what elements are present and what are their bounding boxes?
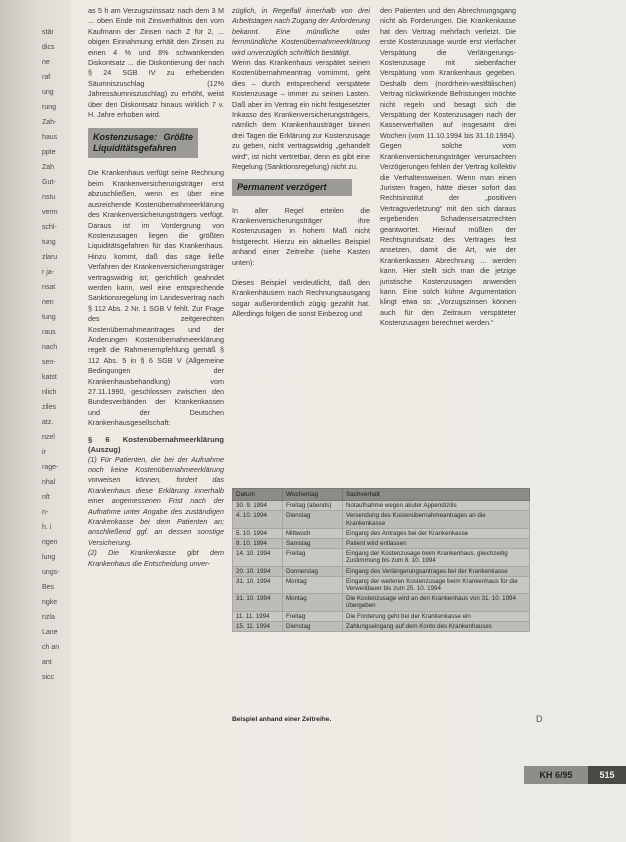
cell-fact: Zahlungseingang auf dem Konto des Krankenhauses — [343, 621, 530, 631]
cell-fact: Eingang der Kostenzusage beim Krankenhaus, gleichzeitig Zustimmung bis zum 8. 10. 1994 — [343, 549, 530, 566]
margin-fragment: raus — [42, 329, 56, 336]
issue-label: KH 6/95 — [524, 766, 588, 784]
cell-date: 5. 10. 1994 — [233, 528, 283, 538]
column-middle-body-3: Dieses Beispiel verdeutlicht, daß den Krankenhäusern nach Rechnungsausgang sogar außerordentlich zügig gezahlt hat. Allerdings folgen die sonst Einbezog und — [232, 277, 370, 319]
margin-fragment: ngke — [42, 599, 58, 606]
margin-fragment: sicc — [42, 674, 55, 681]
margin-fragment: raf — [42, 74, 51, 81]
cell-date: 14. 10. 1994 — [233, 549, 283, 566]
cell-date: 20. 10. 1994 — [233, 566, 283, 576]
column-right — [380, 6, 516, 329]
margin-fragment: zlaru — [42, 254, 58, 261]
table-row — [233, 611, 530, 621]
margin-fragment: ungs- — [42, 569, 60, 576]
table-header-weekday: Wochentag — [283, 489, 343, 501]
table-caption: Beispiel anhand einer Zeitreihe. — [232, 716, 332, 723]
margin-fragment: ung — [42, 89, 54, 96]
cell-weekday: Freitag — [283, 549, 343, 566]
page-footer — [524, 766, 626, 784]
law-item-1: (1) Für Patienten, die bei der Aufnahme noch keine Kostenübernahmeerklärung vorweisen können, fordert das Krankenhaus diese Erklärung innerhalb einer angemessenen Frist nach der Aufnahme unter Angabe des zuständigen Krankenkasse bei dem Patienten an; anschließend ggf. an dessen sonstige Versicherung. — [88, 454, 224, 547]
margin-fragment: ppte — [42, 149, 56, 156]
cell-fact: Notaufnahme wegen akuter Appendizitis — [343, 501, 530, 511]
cell-weekday: Dienstag — [283, 511, 343, 528]
cell-date: 4. 10. 1994 — [233, 511, 283, 528]
margin-fragment: haus — [42, 134, 58, 141]
cell-weekday: Dienstag — [283, 621, 343, 631]
cell-fact: Die Kostenzusage wird an den Krankenhaus von 31. 10. 1994 übergeben — [343, 594, 530, 611]
margin-fragment: nsat — [42, 284, 56, 291]
table-row — [233, 549, 530, 566]
table-row — [233, 511, 530, 528]
margin-fragment: lung — [42, 554, 56, 561]
margin-fragment: ir — [42, 449, 46, 456]
column-left-intro: as 5 h am Verzugszinssatz nach dem 3 M ... oben Ende mit Zinsverhältnis den vom Kaufmann der Zinsen nach Z für 2, ... obigen Einnahmung erhält den Zinsen zu einen 4 % und 8% schwankenden Diskontsatz ... die Diskontierung der nach § 24 SGB IV zu erhebenden Säumniszuschlag (12% Jahressäumniszuschlag) zu erhöht, weist über den Diskontsatz hinaus wirklich 7 v. H. Jahre erhoben wird. — [88, 6, 224, 120]
margin-fragment: h. i — [42, 524, 52, 531]
cell-weekday: Freitag — [283, 611, 343, 621]
cell-fact: Eingang des Antrages bei der Krankenkasse — [343, 528, 530, 538]
margin-fragment: ch an — [42, 644, 60, 651]
column-middle — [232, 6, 370, 320]
margin-fragment: rung — [42, 104, 57, 111]
cell-fact: Eingang des Verlängerungsantrages bei der Krankenkasse — [343, 566, 530, 576]
margin-fragment: nstu — [42, 194, 56, 201]
cell-date: 31. 10. 1994 — [233, 594, 283, 611]
margin-fragment: Zah- — [42, 119, 57, 126]
table-row — [233, 576, 530, 593]
margin-fragment: atz. — [42, 419, 54, 426]
margin-fragment: nhal — [42, 479, 56, 486]
timeline-table — [232, 488, 530, 632]
cell-date: 11. 11. 1994 — [233, 611, 283, 621]
margin-fragment: ngen — [42, 539, 58, 546]
margin-fragment: ziles — [42, 404, 57, 411]
margin-fragment: Gut- — [42, 179, 56, 186]
margin-fragment: nlich — [42, 389, 57, 396]
table-row — [233, 621, 530, 631]
margin-fragment: dics — [42, 44, 55, 51]
column-middle-intro: züglich, in Regelfall innerhalb von drei Arbeitstagen nach Zugang der Anforderung bekannt. Eine mündliche oder fernmündliche Kostenübernahmeerklärung wird unverzüglich schriftlich bestätigt. — [232, 6, 370, 57]
previous-page-margin — [0, 0, 70, 842]
table-row — [233, 539, 530, 549]
cell-weekday: Montag — [283, 594, 343, 611]
margin-fragment: nzel — [42, 434, 55, 441]
cell-date: 15. 11. 1994 — [233, 621, 283, 631]
cell-date: 30. 9. 1994 — [233, 501, 283, 511]
cell-weekday: Freitag (abends) — [283, 501, 343, 511]
margin-mark: D — [536, 714, 543, 724]
cell-date: 31. 10. 1994 — [233, 576, 283, 593]
law-section-title: § 6 Kostenübernahmeerklärung (Auszug) — [88, 434, 224, 454]
table-header-date: Datum — [233, 489, 283, 501]
margin-fragment: tung — [42, 239, 56, 246]
margin-fragment: schl- — [42, 224, 57, 231]
margin-fragment: nach — [42, 344, 58, 351]
table-row — [233, 501, 530, 511]
margin-fragment: Bes — [42, 584, 55, 591]
table-row — [233, 528, 530, 538]
column-right-body: den Patienten und den Abrechnungsgang nicht als Forderungen. Die Krankenkasse hat den Vertrag mehrfach verletzt. Die erste Kostenzusage wurde erst vierfacher Verspätung die Verlängerungs-Kostenzusage mit siebenfacher Verspätung vom Krankenhaus gegeben. Deshalb dem (nordrhein-westfälischen) Vertrag rückwirkende Befristungen möchte nicht regeln und besagt sich die Verspätung der Kostenzusagen nach der Kassenverhalten auf insgesamt drei Wochen (vom 11.10.1994 bis 31.10.1994). Gegen solche vom Krankenversicherungsträger verursachten Verzögerungen fehlen der Vertrag kollektiv die Verhaltensweisen. Wenn man einen Juristen fragen, hätte dieser sofort das Rechtsinstitut der „positiven Vertragsverletzung“ mit den sich daraus ergebenden Schadensersatzrechten geantwortet. Hierauf müßten der Rechtsgrundsatz des Vertrages fest ansetzen, damit die Art, wie der Krankenkassen Abrechnung ... werden kann. Hier stellt sich man die jetzige juristische Kostenzusagen anwenden kann. Eine solch kühne Argumentation klingt etwa so: „Vorzugszinsen können auch für den Zeitraum verspäteter Kostenzusagen berechnet werden.“ — [380, 6, 516, 328]
margin-fragment: nzla — [42, 614, 55, 621]
cell-fact: Patient wird entlassen — [343, 539, 530, 549]
cell-weekday: Montag — [283, 576, 343, 593]
section-heading-permanent: Permanent verzögert — [232, 179, 352, 196]
column-left — [88, 6, 224, 569]
column-middle-body-2: In aller Regel erteilen die Krankenversicherungsträger ihre Kostenzusagen in hohem Maß nicht fristgerecht. Hierzu ein aktuelles Beispiel anhand einer Zeitreihe (siehe Kasten unten): — [232, 205, 370, 267]
margin-fragment: Zah — [42, 164, 55, 171]
law-item-2: (2) Die Krankenkasse gibt dem Krankenhaus die Entscheidung unver- — [88, 548, 224, 568]
cell-weekday: Samstag — [283, 539, 343, 549]
margin-fragment: katst — [42, 374, 57, 381]
cell-weekday: Donnerstag — [283, 566, 343, 576]
table-row — [233, 566, 530, 576]
margin-fragment: nen — [42, 299, 54, 306]
margin-fragment: sen- — [42, 359, 56, 366]
table-header-fact: Sachverhalt — [343, 489, 530, 501]
column-left-body: Die Krankenhaus verfügt seine Rechnung beim Krankenversicherungsträger erst abzuschließen, wenn es über eine ausreichende Kostenübernahmeerklärung des Krankenversicherungsträgers verfügt. Daraus ist im Vordergrung von Kostenzusagen liegen die größten Liquiditätsgefahren für das Krankenhaus. Hinzu kommt, daß das säge ließe Verfahren der Krankenversicherungsträger vertragswidrig ist; gerichtlich geahndet werden kann, weil eine entsprechende Sanktionsregelung im Landesvertrag nach § 112 Abs. 2 Nr. 1 SGB V fehlt. Zur Frage des zeitgerechten Kostenübernahmeantrages und der Änderungen Kostenübernahmeerklärung regelt die Rahmenempfehlung gemäß § 112 Abs. 5 in § 6 SGB V (Allgemeine Bedingungen der Krankenhausbehandlung) vom 27.11.1990, geschlossen zwischen den Bundesverbänden der Krankenkassen und der Deutschen Krankenhausgesellschaft: — [88, 168, 224, 428]
cell-date: 8. 10. 1994 — [233, 539, 283, 549]
cell-fact: Eingang der weiteren Kostenzusage beim Krankenhaus für die Verweildauer bis zum 25. 10. 1994 — [343, 576, 530, 593]
margin-fragment: tung — [42, 314, 56, 321]
cell-fact: Die Forderung geht bei der Krankenkasse ein — [343, 611, 530, 621]
margin-fragment: Lane — [42, 629, 58, 636]
margin-fragment: rage- — [42, 464, 59, 471]
page-number: 515 — [588, 766, 626, 784]
cell-fact: Versendung des Kostenübernahmeantrages an die Krankenkasse — [343, 511, 530, 528]
margin-fragment: verm — [42, 209, 58, 216]
margin-fragment: ne — [42, 59, 50, 66]
column-middle-body-1: Wenn das Krankenhaus verspätet seinen Kostenübernahmeantrag vornimmt, geht dies – durch entsprechend verspätete Kostenzusage – immer zu seinen Lasten. Daß aber im Vertrag ein nicht festgesetzter Inkasso des Krankenversicherungsträgers, nämlich dem Krankenhausträger binnen drei Tagen die Erklärung zur Kostenzusage zu geben, nicht vertragswidrig „gehandelt wird“, ist nicht vertretbar, denn es gibt eine Regelung (Sanktionsregelung) nicht zu. — [232, 58, 370, 172]
margin-fragment: r ja- — [42, 269, 55, 276]
margin-fragment: nft — [42, 494, 50, 501]
margin-fragment: stär — [42, 29, 54, 36]
margin-fragment: ant — [42, 659, 52, 666]
margin-fragment: n- — [42, 509, 49, 516]
cell-weekday: Mittwoch — [283, 528, 343, 538]
table-row — [233, 594, 530, 611]
section-heading-kostenzusage: Kostenzusage: Größte Liquiditätsgefahren — [88, 128, 198, 158]
table-header-row — [233, 489, 530, 501]
